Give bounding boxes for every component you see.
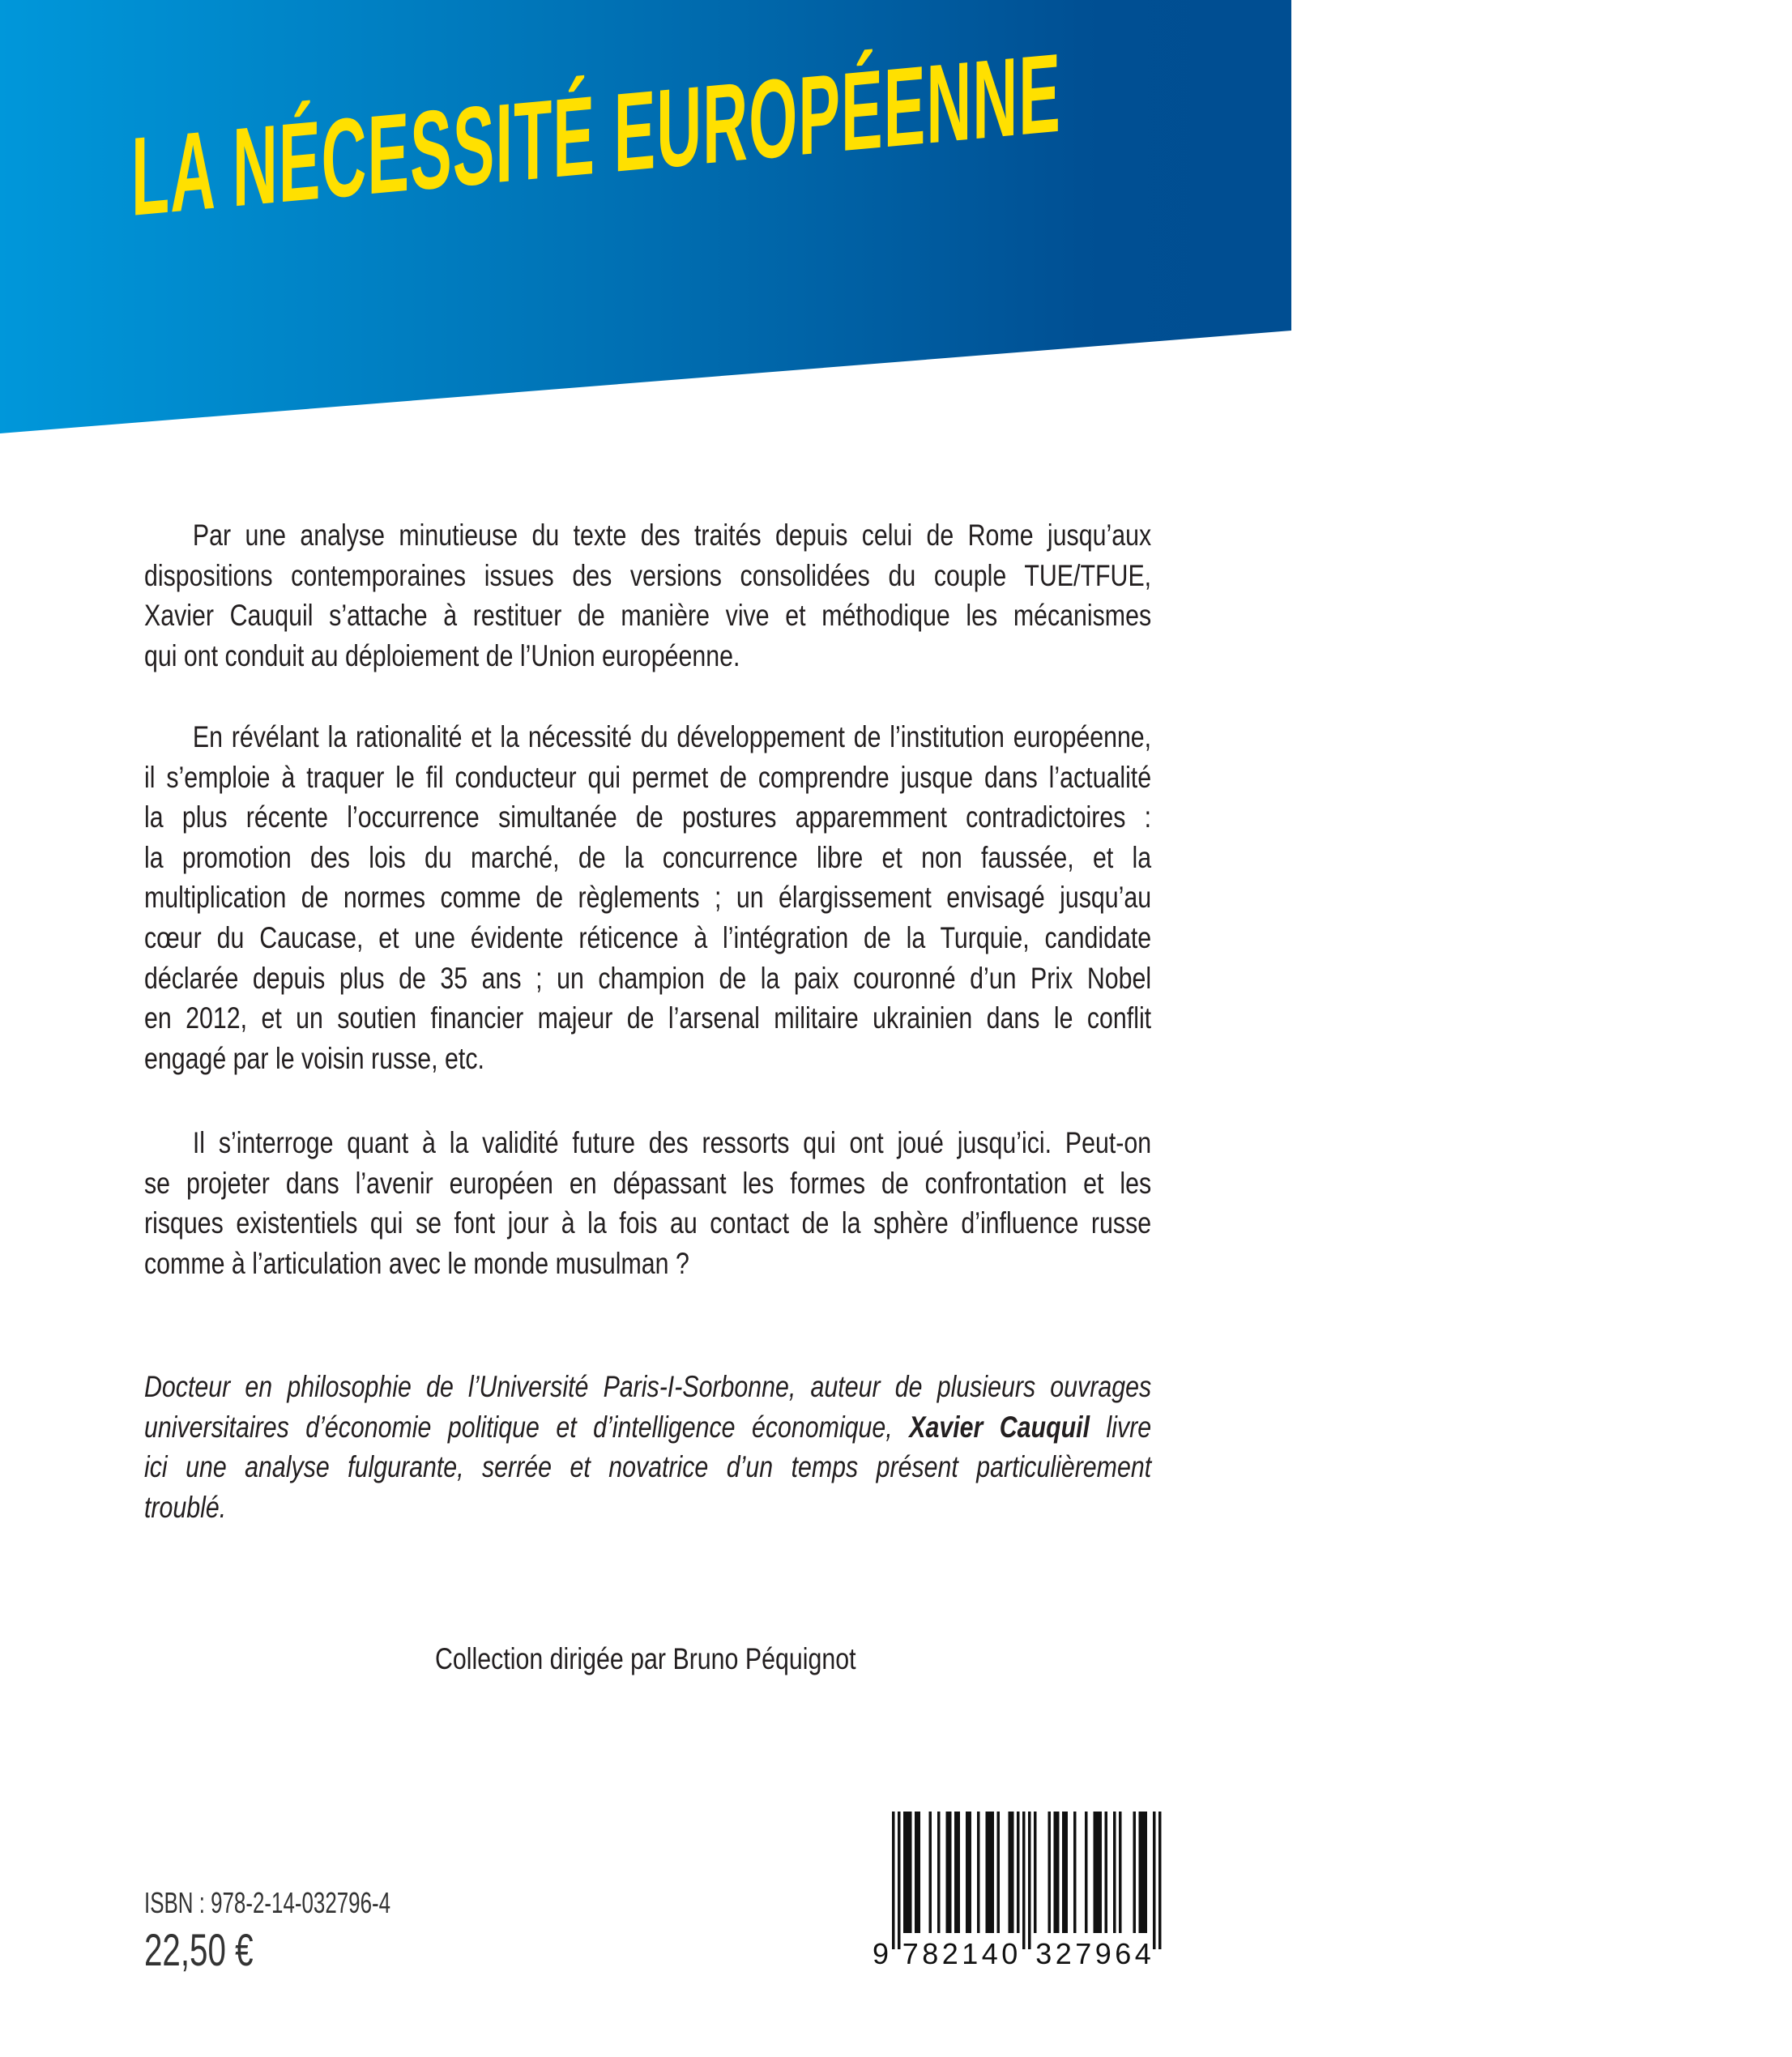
text-line: troublé. [144,1490,227,1524]
barcode-bar [1034,1812,1037,1933]
barcode-digit: 7 [902,1937,919,1970]
barcode-bar [1153,1812,1156,1949]
barcode-bar [937,1812,941,1933]
text-line: comme à l’articulation avec le monde musulman ? [144,1246,689,1280]
barcode-bar [1113,1812,1116,1933]
barcode-bar [903,1812,907,1933]
barcode-bar [1105,1812,1108,1933]
barcode-bar [1011,1812,1014,1933]
barcode-bar [1133,1812,1137,1933]
text-line: cœur du Caucase, et une évidente réticence à l’intégration de la Turquie, candidate [144,920,1152,954]
barcode-bar [969,1812,972,1933]
isbn: ISBN : 978-2-14-032796-4 [144,1886,391,1919]
barcode-bar [1073,1812,1077,1933]
text-line: Docteur en philosophie de l’Université Paris-I-Sorbonne, auteur de plusieurs ouvrages [144,1370,1152,1403]
barcode-digit: 4 [1134,1937,1151,1970]
text-line: en 2012, et un soutien financier majeur de l’arsenal militaire ukrainien dans le conflit [144,1001,1152,1035]
barcode-bar [907,1812,910,1933]
barcode-bar [1139,1812,1142,1933]
barcode-bar [1017,1812,1020,1933]
barcode-digit: 6 [1115,1937,1132,1970]
barcode-bar [966,1812,969,1933]
barcode-bar [1099,1812,1103,1933]
barcode-bar [1054,1812,1057,1933]
barcode-digit: 3 [1035,1937,1052,1970]
barcode-bar [1062,1812,1065,1933]
text-line: Xavier Cauquil s’attache à restituer de manière vive et méthodique les mécanismes [144,599,1152,633]
barcode-digit: 2 [1055,1937,1072,1970]
text-line: il s’emploie à traquer le fil conducteur qui permet de comprendre jusque dans l’actualité [144,760,1152,794]
bio-text: universitaires d’économie politique et d’intelligence économique, [144,1410,910,1444]
barcode-bar [977,1812,980,1933]
barcode-digit: 9 [1094,1937,1111,1970]
book-title: LA NÉCESSITÉ EUROPÉENNE [131,30,1061,240]
text-line: se projeter dans l’avenir européen en dépassant les formes de confrontation et les [144,1166,1152,1200]
barcode-digit: 4 [981,1937,998,1970]
barcode-digit: 8 [922,1937,939,1970]
author-name: Xavier Cauquil [909,1410,1090,1444]
barcode-bar [992,1812,995,1933]
barcode-bar [1022,1812,1026,1949]
barcode-digit: 2 [941,1937,958,1970]
text-line: qui ont conduit au déploiement de l’Union européenne. [144,638,740,672]
text-line: multiplication de normes comme de règlements ; un élargissement envisagé jusqu’au [144,881,1152,915]
barcode-bar [1141,1812,1145,1933]
barcode-bar [1085,1812,1088,1933]
barcode [874,1810,1154,1972]
paragraph-1 [144,515,1151,676]
barcode-bar [988,1812,992,1933]
barcode-bar [915,1812,918,1933]
barcode-bar [997,1812,1001,1933]
collection-line [0,1639,1291,1679]
text-line [144,1407,1151,1448]
barcode-bar [954,1812,958,1933]
price: 22,50 € [144,1924,254,1975]
bio-text: livre [1090,1410,1152,1444]
text-line: la plus récente l’occurrence simultanée de postures apparemment contradictoires : [144,800,1152,834]
paragraph-2 [144,717,1151,1078]
barcode-bar [986,1812,989,1933]
text-line: déclarée depuis plus de 35 ans ; un champion de la paix couronné d’un Prix Nobel [144,961,1152,995]
text-line: engagé par le voisin russe, etc. [144,1041,484,1075]
barcode-bar [958,1812,961,1933]
barcode-bar [1145,1812,1148,1933]
text-line: Il s’interroge quant à la validité future des ressorts qui ont joué jusqu’ici. Peut-on [192,1126,1152,1159]
barcode-bar [1158,1812,1162,1949]
text-line: ici une analyse fulgurante, serrée et novatrice d’un temps présent particulièrement [144,1450,1152,1484]
barcode-digit: 0 [1001,1937,1018,1970]
paragraph-3 [144,1123,1151,1283]
barcode-bar [1096,1812,1099,1933]
text-line: la promotion des lois du marché, de la concurrence libre et non faussée, et la [144,840,1152,874]
barcode-digit: 9 [872,1937,890,1970]
barcode-bar [898,1812,901,1949]
text-line: risques existentiels qui se font jour à la fois au contact de la sphère d’influence russe [144,1206,1152,1240]
barcode-bar [1048,1812,1052,1933]
barcode-bar [1056,1812,1060,1933]
barcode-bar [918,1812,921,1933]
text-line: Par une analyse minutieuse du texte des traités depuis celui de Rome jusqu’aux [192,519,1152,552]
barcode-bar [929,1812,932,1933]
barcode-bar [1065,1812,1069,1933]
barcode-bar [1094,1812,1097,1933]
text-line: dispositions contemporaines issues des versions consolidées du couple TUE/TFUE, [144,558,1152,592]
barcode-bar [946,1812,949,1933]
text-line: En révélant la rationalité et la nécessité du développement de l’institution européenne, [192,720,1152,753]
barcode-digit: 7 [1075,1937,1092,1970]
barcode-bar [949,1812,952,1933]
barcode-bar [1119,1812,1122,1933]
collection-text: Collection dirigée par Bruno Péquignot [435,1642,856,1675]
barcode-bar [909,1812,912,1933]
author-bio [144,1367,1151,1527]
barcode-bar [1009,1812,1012,1933]
barcode-digit: 1 [962,1937,979,1970]
barcode-bar [892,1812,895,1949]
barcode-bar [1028,1812,1031,1949]
